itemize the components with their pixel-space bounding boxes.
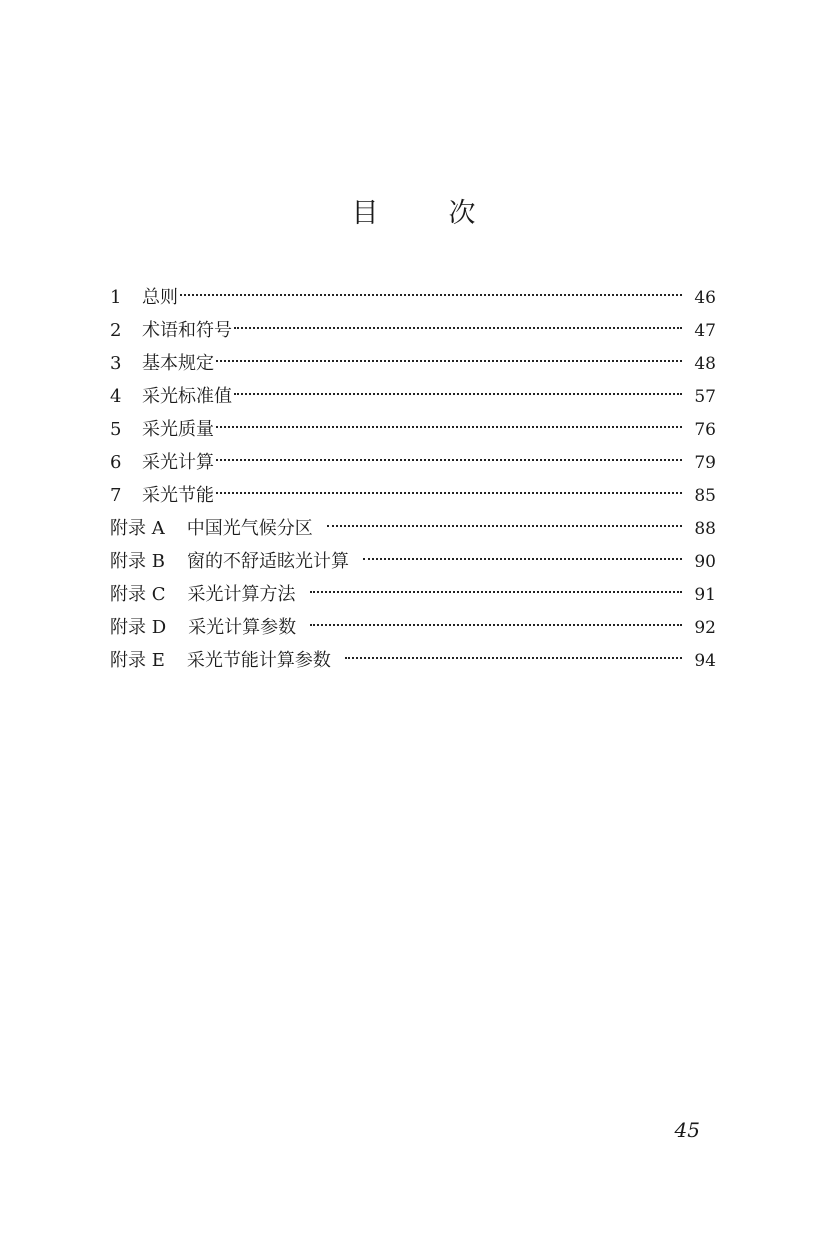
toc-leader-dots bbox=[363, 558, 682, 560]
toc-entry-appendix-a[interactable] bbox=[110, 514, 716, 547]
toc-appendix-prefix: 附录 E bbox=[110, 650, 165, 671]
toc-number: 6 bbox=[110, 452, 122, 473]
toc-entry-chapter-5[interactable] bbox=[110, 415, 716, 448]
toc-number: 4 bbox=[110, 386, 122, 407]
toc-leader-dots bbox=[310, 624, 682, 626]
toc-number: 3 bbox=[110, 353, 122, 374]
toc-label: 采光质量 bbox=[142, 419, 214, 440]
toc-page-number: 46 bbox=[694, 288, 716, 308]
toc-leader-dots bbox=[234, 393, 682, 395]
toc-page-number: 47 bbox=[694, 321, 716, 341]
toc-page-number: 85 bbox=[694, 486, 716, 506]
toc-appendix-prefix: 附录 B bbox=[110, 551, 165, 572]
toc-appendix-prefix: 附录 D bbox=[110, 617, 167, 638]
toc-entry-chapter-1[interactable] bbox=[110, 283, 716, 316]
toc-entry-chapter-7[interactable] bbox=[110, 481, 716, 514]
toc-leader-dots bbox=[327, 525, 682, 527]
table-of-contents bbox=[110, 283, 716, 679]
toc-entry-chapter-6[interactable] bbox=[110, 448, 716, 481]
toc-entry-appendix-c[interactable] bbox=[110, 580, 716, 613]
toc-leader-dots bbox=[216, 492, 682, 494]
toc-number: 2 bbox=[110, 320, 122, 341]
toc-entry-appendix-d[interactable] bbox=[110, 613, 716, 646]
toc-page-number: 90 bbox=[694, 552, 716, 572]
toc-page-number: 76 bbox=[694, 420, 716, 440]
toc-label: 采光节能 bbox=[142, 485, 214, 506]
toc-leader-dots bbox=[216, 459, 682, 461]
toc-page-number: 94 bbox=[694, 651, 716, 671]
toc-number: 1 bbox=[110, 287, 122, 308]
toc-appendix-title: 采光计算方法 bbox=[187, 584, 296, 605]
toc-label: 术语和符号 bbox=[142, 320, 232, 341]
toc-leader-dots bbox=[310, 591, 683, 593]
toc-number: 7 bbox=[110, 485, 122, 506]
toc-label: 基本规定 bbox=[142, 353, 214, 374]
toc-leader-dots bbox=[180, 294, 682, 296]
toc-appendix-title: 采光节能计算参数 bbox=[186, 650, 331, 671]
toc-appendix-title: 采光计算参数 bbox=[188, 617, 297, 638]
page-title bbox=[0, 196, 827, 232]
toc-label: 总则 bbox=[142, 287, 178, 308]
toc-page-number: 57 bbox=[694, 387, 716, 407]
toc-appendix-title: 中国光气候分区 bbox=[186, 518, 313, 539]
toc-number: 5 bbox=[110, 419, 122, 440]
toc-page-number: 92 bbox=[694, 618, 716, 638]
footer-page-number: 45 bbox=[674, 1118, 700, 1142]
toc-appendix-title: 窗的不舒适眩光计算 bbox=[186, 551, 349, 572]
toc-leader-dots bbox=[216, 426, 682, 428]
toc-entry-appendix-b[interactable] bbox=[110, 547, 716, 580]
toc-entry-appendix-e[interactable] bbox=[110, 646, 716, 679]
toc-label: 采光标准值 bbox=[142, 386, 232, 407]
toc-entry-chapter-3[interactable] bbox=[110, 349, 716, 382]
toc-page-number: 48 bbox=[694, 354, 716, 374]
toc-label: 采光计算 bbox=[142, 452, 214, 473]
toc-entry-chapter-4[interactable] bbox=[110, 382, 716, 415]
toc-appendix-prefix: 附录 C bbox=[110, 584, 166, 605]
toc-leader-dots bbox=[234, 327, 682, 329]
title-part-1: 目 bbox=[351, 198, 379, 229]
toc-leader-dots bbox=[216, 360, 682, 362]
toc-page-number: 79 bbox=[694, 453, 716, 473]
toc-leader-dots bbox=[345, 657, 682, 659]
toc-entry-chapter-2[interactable] bbox=[110, 316, 716, 349]
toc-page-number: 88 bbox=[694, 519, 716, 539]
toc-page-number: 91 bbox=[694, 585, 716, 605]
title-part-2: 次 bbox=[448, 198, 476, 229]
toc-appendix-prefix: 附录 A bbox=[110, 518, 165, 539]
